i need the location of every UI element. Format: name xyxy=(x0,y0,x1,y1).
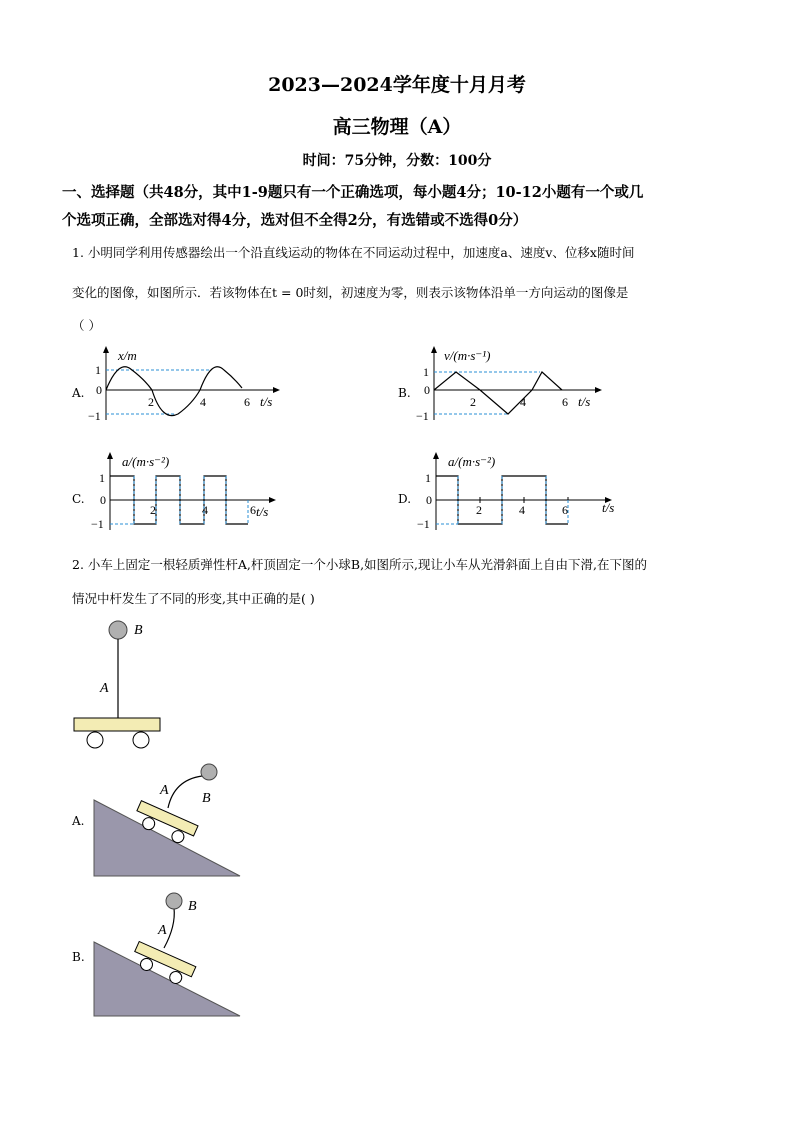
section-heading-line2: 个选项正确，全部选对得4分，选对但不全得2分，有选错或不选得0分） xyxy=(62,212,528,229)
subject-title: 高三物理（A） xyxy=(332,116,462,138)
graph-a-ytick-0: 0 xyxy=(96,383,102,397)
q1-answer-blank: （ ） xyxy=(72,318,101,333)
q1-graph-a xyxy=(88,344,296,428)
q2-figure-option-a xyxy=(90,758,250,880)
graph-b-xtick-6: 6 xyxy=(562,395,568,409)
ball-b xyxy=(201,764,217,780)
q1-text-line1: 1. 小明同学利用传感器绘出一个沿直线运动的物体在不同运动过程中，加速度a、速度v、位移x随时间 xyxy=(72,245,635,260)
section-heading-line1: 一、选择题（共48分，其中1-9题只有一个正确选项，每小题4分；10-12小题有一个或几 xyxy=(62,184,644,201)
graph-c-ytick-neg1: −1 xyxy=(91,517,104,531)
cart-body xyxy=(74,718,160,731)
graph-a-curve xyxy=(106,367,242,416)
cart-wheel-right xyxy=(133,732,149,748)
q1-graph-b xyxy=(416,344,622,428)
graph-c-xtick-4: 4 xyxy=(202,503,208,517)
graph-b-xtick-2: 2 xyxy=(470,395,476,409)
graph-b-ytick-neg1: −1 xyxy=(416,409,429,423)
time-score-line: 时间：75分钟，分数：100分 xyxy=(302,153,492,169)
q2-figure-option-b xyxy=(90,888,250,1020)
q1-option-d-label: D. xyxy=(398,492,412,506)
slope xyxy=(94,942,240,1016)
graph-a-ytick-neg1: −1 xyxy=(88,409,101,423)
graph-b-xtick-4: 4 xyxy=(520,395,526,409)
exam-title: 2023—2024学年度十月月考 xyxy=(268,74,526,96)
ref-label-b: B xyxy=(134,623,143,638)
opt-b-label-b: B xyxy=(188,899,197,914)
graph-d-ytick-1: 1 xyxy=(425,471,431,485)
graph-d-xtick-2: 2 xyxy=(476,503,482,517)
q1-option-a-label: A. xyxy=(72,386,85,400)
q2-option-b-label: B. xyxy=(72,950,85,964)
graph-d-ytick-0: 0 xyxy=(426,493,432,507)
graph-a-xtick-6: 6 xyxy=(244,395,250,409)
q1-graph-c xyxy=(91,450,296,534)
slope xyxy=(94,800,240,876)
graph-b-line xyxy=(434,372,562,414)
graph-c-xtick-2: 2 xyxy=(150,503,156,517)
q1-text-line2: 变化的图像，如图所示．若该物体在t = 0时刻，初速度为零，则表示该物体沿单一方向运动的图像是 xyxy=(72,285,629,300)
opt-a-label-a: A xyxy=(160,783,169,798)
rod-a xyxy=(168,776,202,808)
opt-a-label-b: B xyxy=(202,791,211,806)
graph-a-ytick-1: 1 xyxy=(95,363,101,377)
graph-a-x-label: t/s xyxy=(260,394,273,409)
graph-d-ytick-neg1: −1 xyxy=(417,517,430,531)
graph-c-y-label: a/(m·s⁻²) xyxy=(122,454,170,469)
q1-graph-d xyxy=(417,450,622,534)
graph-a-y-label: x/m xyxy=(118,348,137,363)
cart-wheel-left xyxy=(87,732,103,748)
q2-option-a-label: A. xyxy=(72,814,85,828)
q2-text-line2: 情况中杆发生了不同的形变,其中正确的是( ) xyxy=(72,591,315,606)
graph-a-xtick-4: 4 xyxy=(200,395,206,409)
graph-b-x-label: t/s xyxy=(578,394,591,409)
graph-d-x-label: t/s xyxy=(602,500,615,515)
graph-d-xtick-4: 4 xyxy=(519,503,525,517)
ball-b xyxy=(166,893,182,909)
graph-c-x-label: t/s xyxy=(256,504,269,519)
q2-reference-figure xyxy=(70,614,190,754)
graph-a-xtick-2: 2 xyxy=(148,395,154,409)
graph-b-y-label: v/(m·s⁻¹) xyxy=(444,348,491,363)
graph-b-ytick-1: 1 xyxy=(423,365,429,379)
graph-c-ytick-0: 0 xyxy=(100,493,106,507)
q1-option-b-label: B. xyxy=(398,386,411,400)
q2-text-line1: 2. 小车上固定一根轻质弹性杆A,杆顶固定一个小球B,如图所示,现让小车从光滑斜面上自由下滑,在下图的 xyxy=(72,557,648,572)
opt-b-label-a: A xyxy=(158,923,167,938)
ref-label-a: A xyxy=(100,681,109,696)
ball-b xyxy=(109,621,127,639)
graph-c-ytick-1: 1 xyxy=(99,471,105,485)
graph-b-ytick-0: 0 xyxy=(424,383,430,397)
graph-c-xtick-6: 6 xyxy=(250,503,256,517)
graph-d-y-label: a/(m·s⁻²) xyxy=(448,454,496,469)
q1-option-c-label: C. xyxy=(72,492,85,506)
graph-d-xtick-6: 6 xyxy=(562,503,568,517)
